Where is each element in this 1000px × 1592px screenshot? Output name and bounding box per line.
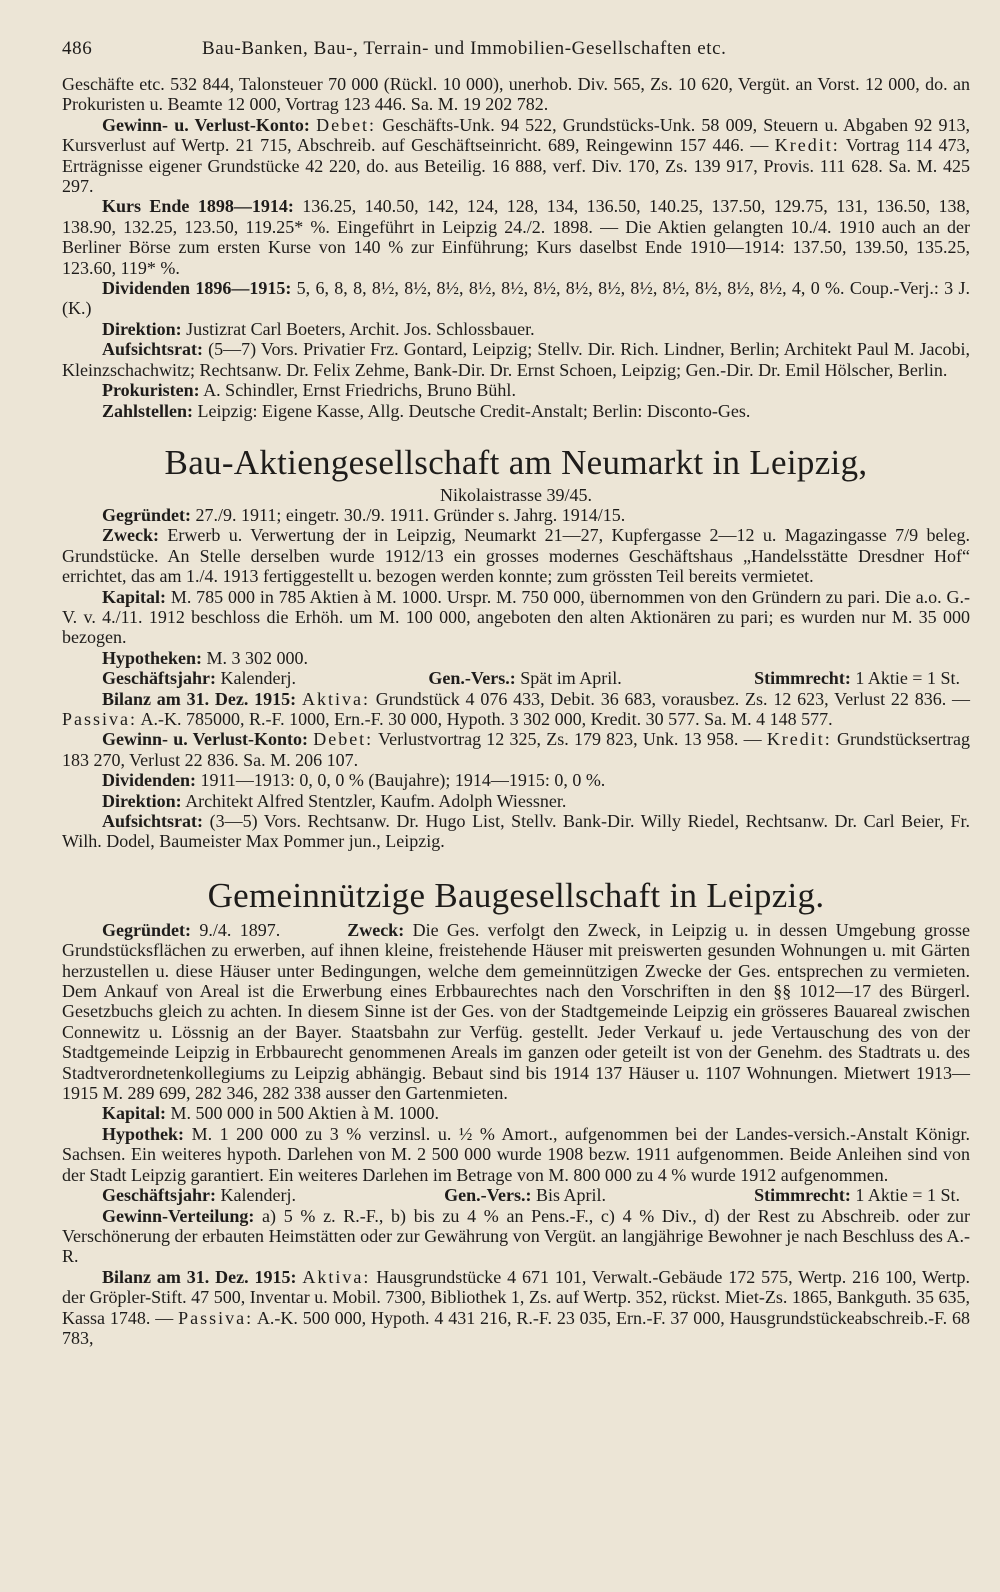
fiscal-meeting-voting-row xyxy=(62,668,970,688)
profit-loss-account: Gewinn- u. Verlust-Konto: Debet: Geschäfts-Unk. 94 522, Grundstücks-Unk. 58 009, Steuern u. Abgaben 92 913, Kursverlust auf Wertp. 21 715, Abschreib. auf Geschäftseinricht. 689, Reingewinn 157 446. — Kredit: Vortrag 114 473, Erträgnisse eigener Grundstücke 42 220, do. aus Beteilig. 16 888, verf. Div. 170, Zs. 139 917, Provis. 111 628. Sa. M. 425 297. xyxy=(62,114,971,197)
dividends-history: Dividenden 1896—1915: 5, 6, 8, 8, 8½, 8½, 8½, 8½, 8½, 8½, 8½, 8½, 8½, 8½, 8½, 8½, 8½, 4, 0 %. Coup.-Verj.: 3 J. (K.) xyxy=(62,278,970,319)
page-number: 486 xyxy=(62,38,93,59)
capital: Kapital: M. 785 000 in 785 Aktien à M. 1000. Urspr. M. 750 000, übernommen von den Gründern zu pari. Die a.o. G.-V. v. 4./11. 1912 beschloss die Erhöh. um M. 100 000, angeboten den alten Aktionären zu pari; es wurden nur M. 35 000 bezogen. xyxy=(62,586,971,648)
founded-and-purpose: Gegründet: 9./4. 1897. Zweck: Die Ges. verfolgt den Zweck, in Leipzig u. in dessen Umgebung grosse Grundstücksflächen zu erwerben, auf ihnen kleine, freistehende Häuser mit preiswerten gesunden Wohnungen u. mit Gärten herzustellen u. diese Häuser unter Bedingungen, welche dem gemeinnützigen Zwecke der Ges. entsprechen zu vermieten. Dem Ankauf von Areal ist die Erwerbung eines Erbbaurechtes nach den Vorschriften in den §§ 1012—17 des Bürgerl. Gesetzbuchs gleich zu achten. In diesem Sinne ist der Ges. von der Stadtgemeinde Leipzig ein grösseres Bauareal zwischen Connewitz u. Lössnig an der Bayer. Staatsbahn zur Verfüg. gestellt. Jeder Verkauf u. jede Vertauschung des von der Stadtgemeinde Leipzig in Erbbaurecht genommenen Areals im ganzen oder geteilt ist von der Genehm. des Stadtrats u. des Stadtverordnetenkollegiums zu Leipzig abhängig. Bebaut sind bis 1914 137 Häuser u. 1107 Wohnungen. Mietwert 1913—1915 M. 289 699, 282 346, 282 338 ausser den Gartenmieten. xyxy=(62,919,971,1104)
share-price-history: Kurs Ende 1898—1914: 136.25, 140.50, 142, 124, 128, 134, 136.50, 140.25, 137.50, 129.75, 131, 136.50, 138, 138.90, 132.25, 123.50, 119.25* %. Eingeführt in Leipzig 24./2. 1898. — Die Aktien gelangten 10./4. 1910 auch an der Berliner Börse zum ersten Kurse von 140 % zur Einführung; Kurs daselbst Ende 1910—1914: 137.50, 139.50, 135.25, 123.60, 119* %. xyxy=(62,196,970,278)
balance-sheet: Bilanz am 31. Dez. 1915: Aktiva: Grundstück 4 076 433, Debit. 36 683, vorausbez. Zs. 12 623, Verlust 22 836. — Passiva: A.-K. 785000, R.-F. 1000, Ern.-F. 30 000, Hypoth. 3 302 000, Kredit. 30 577. Sa. M. 4 148 577. xyxy=(62,688,970,729)
general-meeting: Gen.-Vers.: Spät im April. xyxy=(428,668,622,689)
company-entry-neumarkt xyxy=(62,443,970,852)
balance-sheet: Bilanz am 31. Dez. 1915: Aktiva: Hausgrundstücke 4 671 101, Verwalt.-Gebäude 172 575, Wertp. 216 100, Wertp. der Gröpler-Stift. 47 500, Inventar u. Mobil. 7300, Bibliothek 1, Zs. auf Wertp. 352, rückst. Miet-Zs. 1865, Bankguth. 35 635, Kassa 1748. — Passiva: A.-K. 500 000, Hypoth. 4 431 216, R.-F. 23 035, Ern.-F. 37 000, Hausgrundstückeabschreib.-F. 68 783, xyxy=(62,1266,971,1348)
authorized-signatories: Prokuristen: A. Schindler, Ernst Friedrichs, Bruno Bühl. xyxy=(102,380,516,401)
purpose: Zweck: Erwerb u. Verwertung der in Leipzig, Neumarkt 21—27, Kupfergasse 2—12 u. Magazingasse 7/9 beleg. Grundstücke. An Stelle derselben wurde 1912/13 ein grosses modernes Geschäftshaus „Handelsstätte Dresdner Hof“ errichtet, das am 1./4. 1913 fertiggestellt u. bezogen werden konnte; zum grössten Teil bereits vermietet. xyxy=(62,525,970,587)
paying-agents: Zahlstellen: Leipzig: Eigene Kasse, Allg. Deutsche Credit-Anstalt; Berlin: Disconto-Ges. xyxy=(102,400,751,421)
profit-loss-account: Gewinn- u. Verlust-Konto: Debet: Verlustvortrag 12 325, Zs. 179 823, Unk. 13 958. — Kredit: Grundstücksertrag 183 270, Verlust 22 836. Sa. M. 206 107. xyxy=(62,729,971,770)
company-title: Gemeinnützige Baugesellschaft in Leipzig. xyxy=(207,875,825,915)
voting-right: Stimmrecht: 1 Aktie = 1 St. xyxy=(754,668,960,689)
running-header xyxy=(62,34,970,74)
general-meeting: Gen.-Vers.: Bis April. xyxy=(444,1185,606,1206)
supervisory-board: Aufsichtsrat: (3—5) Vors. Rechtsanw. Dr. Hugo List, Stellv. Bank-Dir. Willy Riedel, Rechtsanw. Dr. Carl Beier, Fr. Wilh. Dodel, Baumeister Max Pommer jun., Leipzig. xyxy=(62,811,971,852)
mortgages: Hypotheken: M. 3 302 000. xyxy=(102,647,309,668)
running-title: Bau-Banken, Bau-, Terrain- und Immobilien-Gesellschaften etc. xyxy=(202,38,727,59)
founded: Gegründet: 27./9. 1911; eingetr. 30./9. 1911. Gründer s. Jahrg. 1914/15. xyxy=(102,504,626,525)
section-continued-entry xyxy=(62,74,970,421)
mortgage: Hypothek: M. 1 200 000 zu 3 % verzinsl. u. ½ % Amort., aufgenommen bei der Landes-versich.-Anstalt Königr. Sachsen. Ein weiteres hypoth. Darlehen von M. 2 500 000 wurde 1908 bezw. 1911 aufgenommen. Beide Anleihen sind von der Stadt Leipzig garantiert. Ein weiteres Darlehen im Betrage von M. 800 000 zu 4 % wurde 1912 aufgenommen. xyxy=(62,1123,971,1185)
management-board: Direktion: Architekt Alfred Stentzler, Kaufm. Adolph Wiessner. xyxy=(102,790,567,811)
capital: Kapital: M. 500 000 in 500 Aktien à M. 1000. xyxy=(102,1103,440,1124)
supervisory-board: Aufsichtsrat: (5—7) Vors. Privatier Frz. Gontard, Leipzig; Stellv. Dir. Rich. Lindner, Berlin; Architekt Paul M. Jacobi, Kleinzschachwitz; Rechtsanw. Dr. Felix Zehme, Bank-Dir. Dr. Ernst Schoen, Leipzig; Gen.-Dir. Dr. Emil Hölscher, Berlin. xyxy=(62,339,970,380)
balance-continuation: Geschäfte etc. 532 844, Talonsteuer 70 000 (Rückl. 10 000), unerhob. Div. 565, Zs. 10 620, Vergüt. an Vorst. 12 000, do. an Prokuristen u. Beamte 12 000, Vortrag 123 446. Sa. M. 19 202 782. xyxy=(62,74,970,115)
management-board: Direktion: Justizrat Carl Boeters, Archit. Jos. Schlossbauer. xyxy=(102,318,535,339)
fiscal-meeting-voting-row xyxy=(62,1185,970,1205)
fiscal-year: Geschäftsjahr: Kalenderj. xyxy=(102,1185,296,1206)
fiscal-year: Geschäftsjahr: Kalenderj. xyxy=(102,668,296,689)
profit-distribution: Gewinn-Verteilung: a) 5 % z. R.-F., b) bis zu 4 % an Pens.-F., c) 4 % Div., d) der Rest zu Abschreib. oder zur Verschönerung der erbauten Heimstätten oder zur Gewährung von Vergüt. an langjährige Bewohner je nach Beschluss des A.-R. xyxy=(62,1205,971,1267)
voting-right: Stimmrecht: 1 Aktie = 1 St. xyxy=(754,1185,960,1206)
company-address: Nikolaistrasse 39/45. xyxy=(440,484,592,505)
company-title: Bau-Aktiengesellschaft am Neumarkt in Leipzig, xyxy=(164,442,868,482)
company-entry-gemeinnuetzige xyxy=(62,876,970,1349)
dividends: Dividenden: 1911—1913: 0, 0, 0 % (Baujahre); 1914—1915: 0, 0 %. xyxy=(102,770,606,791)
